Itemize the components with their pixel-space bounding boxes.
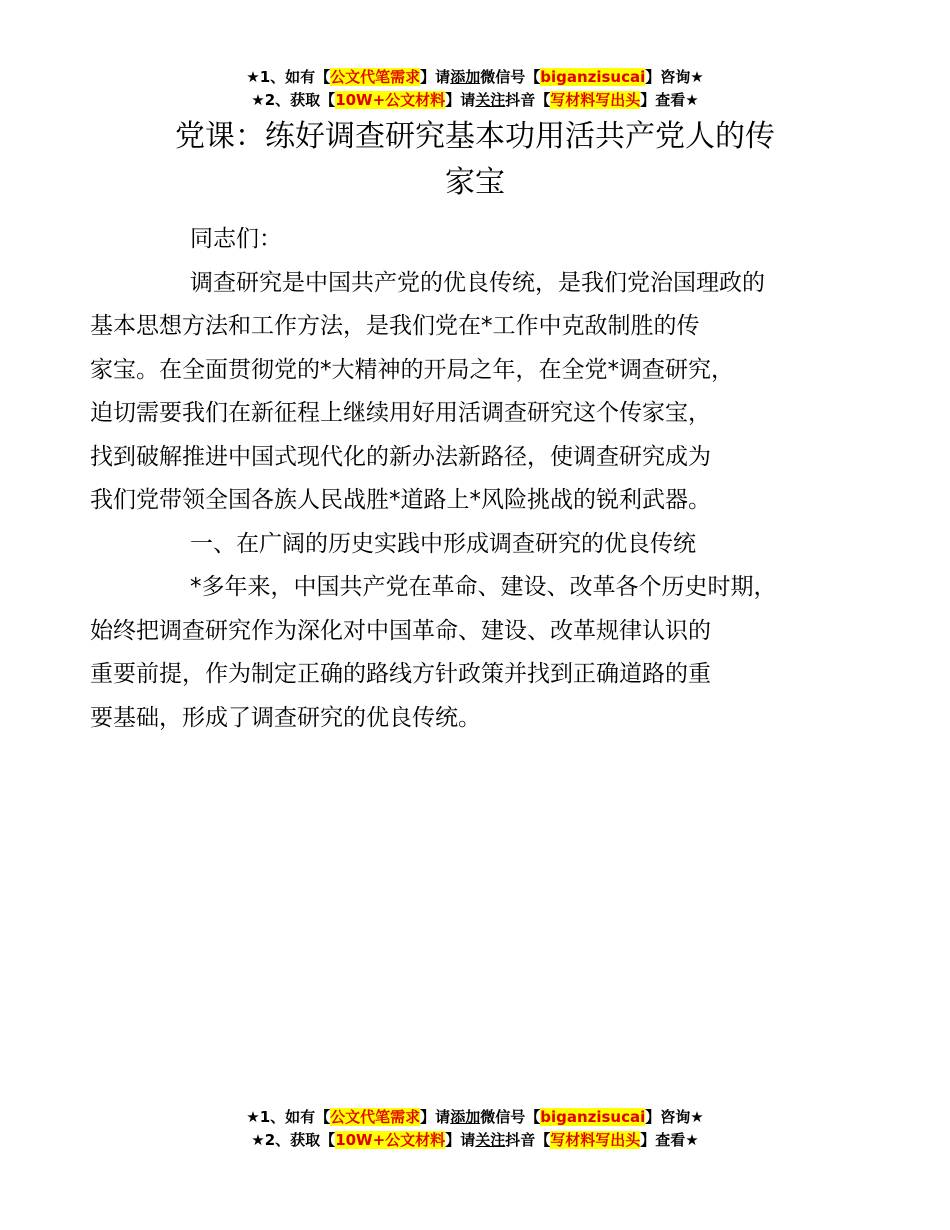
banner-line-2 bbox=[0, 1129, 950, 1152]
banner-text: ★1、如有【 bbox=[246, 68, 331, 86]
banner-underline: 添加 bbox=[450, 68, 481, 86]
banner-text: 】请 bbox=[445, 91, 476, 109]
banner-text: 】咨询★ bbox=[645, 1108, 704, 1126]
banner-highlight: biganzisucai bbox=[540, 1108, 646, 1126]
banner-text: 】请 bbox=[445, 1131, 476, 1149]
salutation bbox=[140, 218, 840, 262]
banner-text: 微信号【 bbox=[480, 68, 541, 86]
paragraph-line: 迫切需要我们在新征程上继续用好用活调查研究这个传家宝， bbox=[90, 400, 711, 426]
paragraph-line: 重要前提，作为制定正确的路线方针政策并找到正确道路的重 bbox=[90, 661, 711, 687]
banner-highlight: 10W+公文材料 bbox=[335, 91, 446, 109]
banner-highlight: 写材料写出头 bbox=[550, 91, 641, 109]
banner-highlight: 公文代笔需求 bbox=[330, 1108, 421, 1126]
banner-text: 】请 bbox=[420, 1108, 451, 1126]
banner-text: 】咨询★ bbox=[645, 68, 704, 86]
banner-text: 微信号【 bbox=[480, 1108, 541, 1126]
banner-highlight: 写材料写出头 bbox=[550, 1131, 641, 1149]
heading-text: 一、在广阔的历史实践中形成调查研究的优良传统 bbox=[190, 530, 696, 557]
banner-text: 】查看★ bbox=[640, 1131, 699, 1149]
paragraph-line: 调查研究是中国共产党的优良传统，是我们党治国理政的 bbox=[190, 269, 765, 296]
paragraph-2 bbox=[90, 566, 840, 740]
banner-underline: 关注 bbox=[475, 91, 506, 109]
document-title bbox=[140, 114, 810, 206]
footer-banner bbox=[0, 1106, 950, 1152]
paragraph-line: 基本思想方法和工作方法，是我们党在*工作中克敌制胜的传 bbox=[90, 313, 700, 339]
paragraph-line: 找到破解推进中国式现代化的新办法新路径，使调查研究成为 bbox=[90, 443, 711, 470]
paragraph-line: 家宝。在全面贯彻党的*大精神的开局之年，在全党*调查研究， bbox=[90, 356, 734, 383]
banner-line-2 bbox=[0, 89, 950, 112]
title-line-2: 家宝 bbox=[445, 165, 505, 200]
banner-line-1 bbox=[0, 66, 950, 89]
paragraph-line: *多年来，中国共产党在革命、建设、改革各个历史时期， bbox=[190, 574, 777, 600]
paragraph-1 bbox=[90, 262, 840, 523]
salutation-text: 同志们： bbox=[190, 226, 282, 252]
paragraph-line: 我们党带领全国各族人民战胜*道路上*风险挑战的锐利武器。 bbox=[90, 487, 711, 513]
paragraph-line: 要基础，形成了调查研究的优良传统。 bbox=[90, 704, 481, 731]
banner-line-1 bbox=[0, 1106, 950, 1129]
banner-highlight: 10W+公文材料 bbox=[335, 1131, 446, 1149]
banner-highlight: 公文代笔需求 bbox=[330, 68, 421, 86]
section-heading-1 bbox=[140, 523, 840, 567]
paragraph-line: 始终把调查研究作为深化对中国革命、建设、改革规律认识的 bbox=[90, 617, 711, 644]
header-banner bbox=[0, 66, 950, 112]
banner-text: 抖音【 bbox=[505, 91, 551, 109]
banner-text: 】请 bbox=[420, 68, 451, 86]
banner-text: ★2、获取【 bbox=[251, 91, 336, 109]
banner-underline: 关注 bbox=[475, 1131, 506, 1149]
title-line-1: 党课：练好调查研究基本功用活共产党人的传 bbox=[175, 119, 775, 154]
banner-text: ★1、如有【 bbox=[246, 1108, 331, 1126]
banner-text: ★2、获取【 bbox=[251, 1131, 336, 1149]
banner-text: 抖音【 bbox=[505, 1131, 551, 1149]
banner-highlight: biganzisucai bbox=[540, 68, 646, 86]
document-body bbox=[90, 218, 840, 740]
banner-underline: 添加 bbox=[450, 1108, 481, 1126]
banner-text: 】查看★ bbox=[640, 91, 699, 109]
